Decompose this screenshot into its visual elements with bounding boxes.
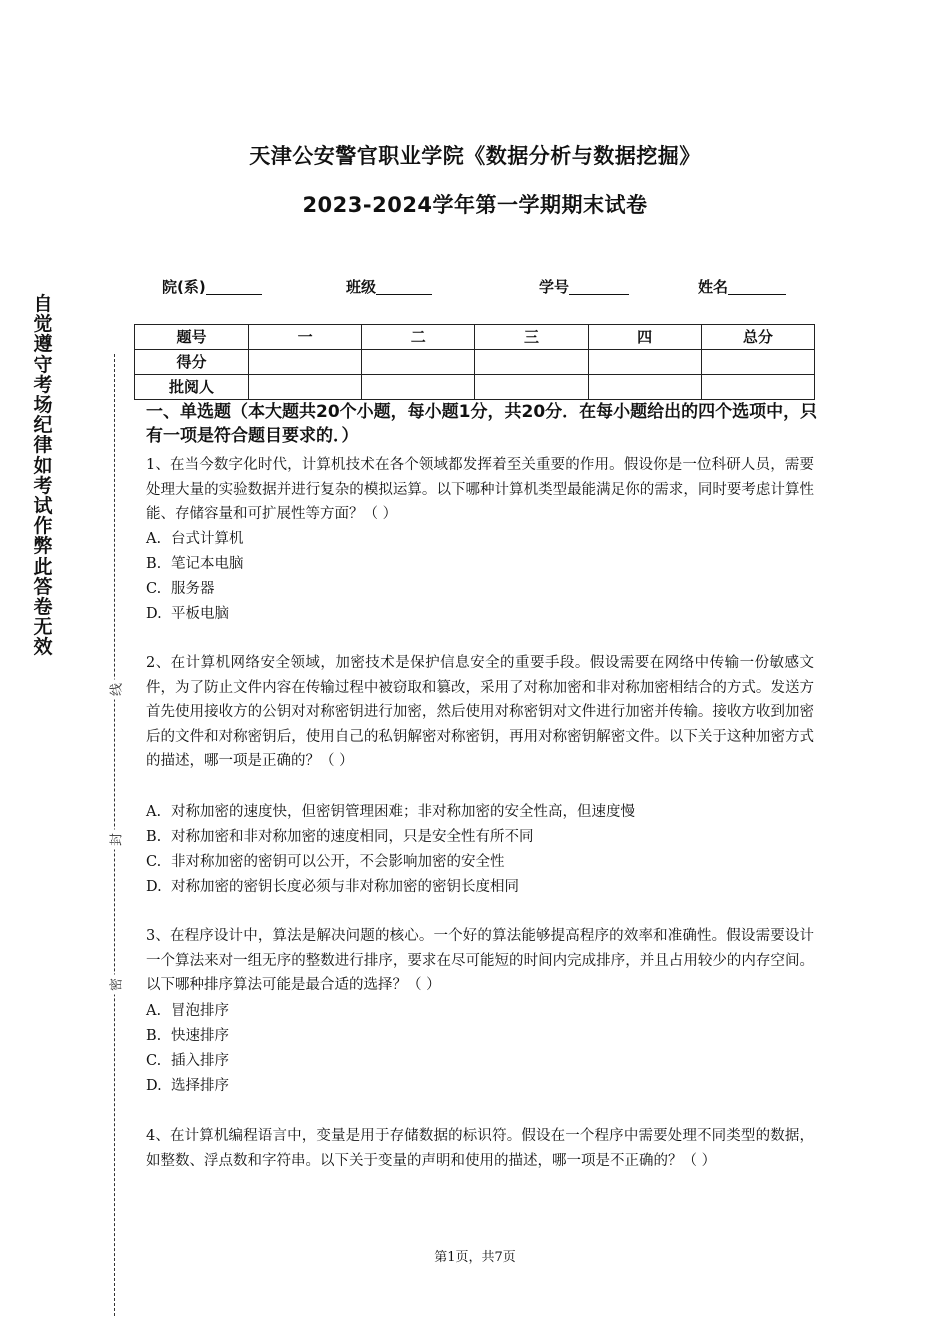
section-heading: 一、单选题（本大题共20个小题，每小题1分，共20分．在每小题给出的四个选项中，只有一项是符合题目要求的．） bbox=[146, 402, 818, 446]
option-letter: D. bbox=[146, 879, 162, 895]
question-3-option-c[interactable] bbox=[146, 1049, 229, 1074]
score-table-header-row bbox=[135, 325, 815, 350]
score-table-cell: 一 bbox=[249, 325, 362, 350]
question-2-option-a[interactable] bbox=[146, 800, 635, 825]
option-text: 台式计算机 bbox=[171, 531, 244, 547]
option-text: 选择排序 bbox=[171, 1078, 229, 1094]
option-letter: C. bbox=[146, 854, 162, 870]
option-text: 快速排序 bbox=[171, 1028, 229, 1044]
question-3-option-b[interactable] bbox=[146, 1024, 229, 1049]
score-table-cell: 三 bbox=[475, 325, 588, 350]
student-id-label: 学号 bbox=[539, 278, 570, 296]
question-2-option-d[interactable] bbox=[146, 875, 519, 900]
student-id-field[interactable] bbox=[539, 276, 629, 297]
question-3-option-d[interactable] bbox=[146, 1074, 229, 1099]
seal-mark-line: 线 bbox=[106, 680, 125, 700]
question-1-stem: 1、在当今数字化时代，计算机技术在各个领域都发挥着至关重要的作用。假设你是一位科研人员，需要处理大量的实验数据并进行复杂的模拟运算。以下哪种计算机类型最能满足你的需求，同时要考虑计算性能、存储容量和可扩展性等方面？（ ） bbox=[146, 457, 814, 523]
option-text: 平板电脑 bbox=[171, 606, 229, 622]
exam-title-line2: 2023-2024学年第一学期期末试卷 bbox=[302, 193, 648, 217]
exam-title-line1: 天津公安警官职业学院《数据分析与数据挖掘》 bbox=[249, 144, 701, 168]
department-label: 院(系) bbox=[162, 278, 206, 296]
option-letter: C. bbox=[146, 1053, 162, 1069]
question-2-option-b[interactable] bbox=[146, 825, 534, 850]
class-field[interactable] bbox=[346, 276, 432, 297]
student-id-blank[interactable] bbox=[569, 278, 629, 295]
option-text: 笔记本电脑 bbox=[171, 556, 244, 572]
score-table-cell[interactable] bbox=[362, 350, 475, 375]
score-table-cell: 四 bbox=[588, 325, 701, 350]
option-letter: D. bbox=[146, 606, 162, 622]
class-blank[interactable] bbox=[376, 278, 432, 295]
option-letter: B. bbox=[146, 1028, 162, 1044]
name-blank[interactable] bbox=[728, 278, 786, 295]
department-blank[interactable] bbox=[206, 278, 262, 295]
score-table-row bbox=[135, 350, 815, 375]
score-table-cell: 得分 bbox=[135, 350, 249, 375]
option-letter: A. bbox=[146, 804, 162, 820]
score-table-cell: 二 bbox=[362, 325, 475, 350]
name-label: 姓名 bbox=[698, 278, 729, 296]
question-2-stem: 2、在计算机网络安全领域，加密技术是保护信息安全的重要手段。假设需要在网络中传输一份敏感文件，为了防止文件内容在传输过程中被窃取和篡改，采用了对称加密和非对称加密相结合的方式。发送方首先使用接收方的公钥对对称密钥进行加密，然后使用对称密钥对文件进行加密并传输。接收方收到加密后的文件和对称密钥后，使用自己的私钥解密对称密钥，再用对称密钥解密文件。以下关于这种加密方式的描述，哪一项是正确的？（ ） bbox=[146, 655, 814, 770]
page-number: 第1页，共7页 bbox=[434, 1250, 516, 1265]
option-text: 冒泡排序 bbox=[171, 1003, 229, 1019]
question-2-option-c[interactable] bbox=[146, 850, 505, 875]
name-field[interactable] bbox=[698, 276, 786, 297]
score-table-cell[interactable] bbox=[475, 375, 588, 400]
question-4-stem: 4、在计算机编程语言中，变量是用于存储数据的标识符。假设在一个程序中需要处理不同类型的数据，如整数、浮点数和字符串。以下关于变量的声明和使用的描述，哪一项是不正确的？（ ） bbox=[146, 1128, 814, 1169]
option-letter: D. bbox=[146, 1078, 162, 1094]
score-table-cell[interactable] bbox=[249, 375, 362, 400]
option-text: 插入排序 bbox=[171, 1053, 229, 1069]
department-field[interactable] bbox=[162, 276, 262, 297]
score-table-cell: 批阅人 bbox=[135, 375, 249, 400]
score-table-cell: 题号 bbox=[135, 325, 249, 350]
option-text: 对称加密的密钥长度必须与非对称加密的密钥长度相同 bbox=[171, 879, 519, 895]
score-table-cell[interactable] bbox=[588, 350, 701, 375]
question-1-option-a[interactable] bbox=[146, 527, 244, 552]
score-table-cell[interactable] bbox=[362, 375, 475, 400]
score-table-row bbox=[135, 375, 815, 400]
option-letter: B. bbox=[146, 829, 162, 845]
score-table-cell[interactable] bbox=[249, 350, 362, 375]
seal-mark-seal: 封 bbox=[106, 830, 125, 850]
question-1-option-c[interactable] bbox=[146, 577, 215, 602]
score-table bbox=[134, 324, 815, 400]
class-label: 班级 bbox=[346, 278, 377, 296]
option-letter: C. bbox=[146, 581, 162, 597]
option-text: 对称加密的速度快，但密钥管理困难；非对称加密的安全性高，但速度慢 bbox=[171, 804, 635, 820]
option-letter: A. bbox=[146, 1003, 162, 1019]
seal-mark-secret: 密 bbox=[106, 975, 125, 995]
option-letter: B. bbox=[146, 556, 162, 572]
score-table-cell: 总分 bbox=[701, 325, 814, 350]
question-3-stem: 3、在程序设计中，算法是解决问题的核心。一个好的算法能够提高程序的效率和准确性。假设需要设计一个算法来对一组无序的整数进行排序，要求在尽可能短的时间内完成排序，并且占用较少的内存空间。以下哪种排序算法可能是最合适的选择？（ ） bbox=[146, 928, 814, 994]
score-table-cell[interactable] bbox=[701, 375, 814, 400]
option-text: 非对称加密的密钥可以公开，不会影响加密的安全性 bbox=[171, 854, 505, 870]
option-text: 服务器 bbox=[171, 581, 215, 597]
question-1-option-b[interactable] bbox=[146, 552, 244, 577]
question-1-option-d[interactable] bbox=[146, 602, 229, 627]
question-3-option-a[interactable] bbox=[146, 999, 229, 1024]
exam-discipline-warning: 自觉遵守考场纪律如考试作弊此答卷无效 bbox=[33, 293, 53, 659]
score-table-cell[interactable] bbox=[701, 350, 814, 375]
option-letter: A. bbox=[146, 531, 162, 547]
score-table-cell[interactable] bbox=[588, 375, 701, 400]
option-text: 对称加密和非对称加密的速度相同，只是安全性有所不同 bbox=[171, 829, 534, 845]
score-table-cell[interactable] bbox=[475, 350, 588, 375]
